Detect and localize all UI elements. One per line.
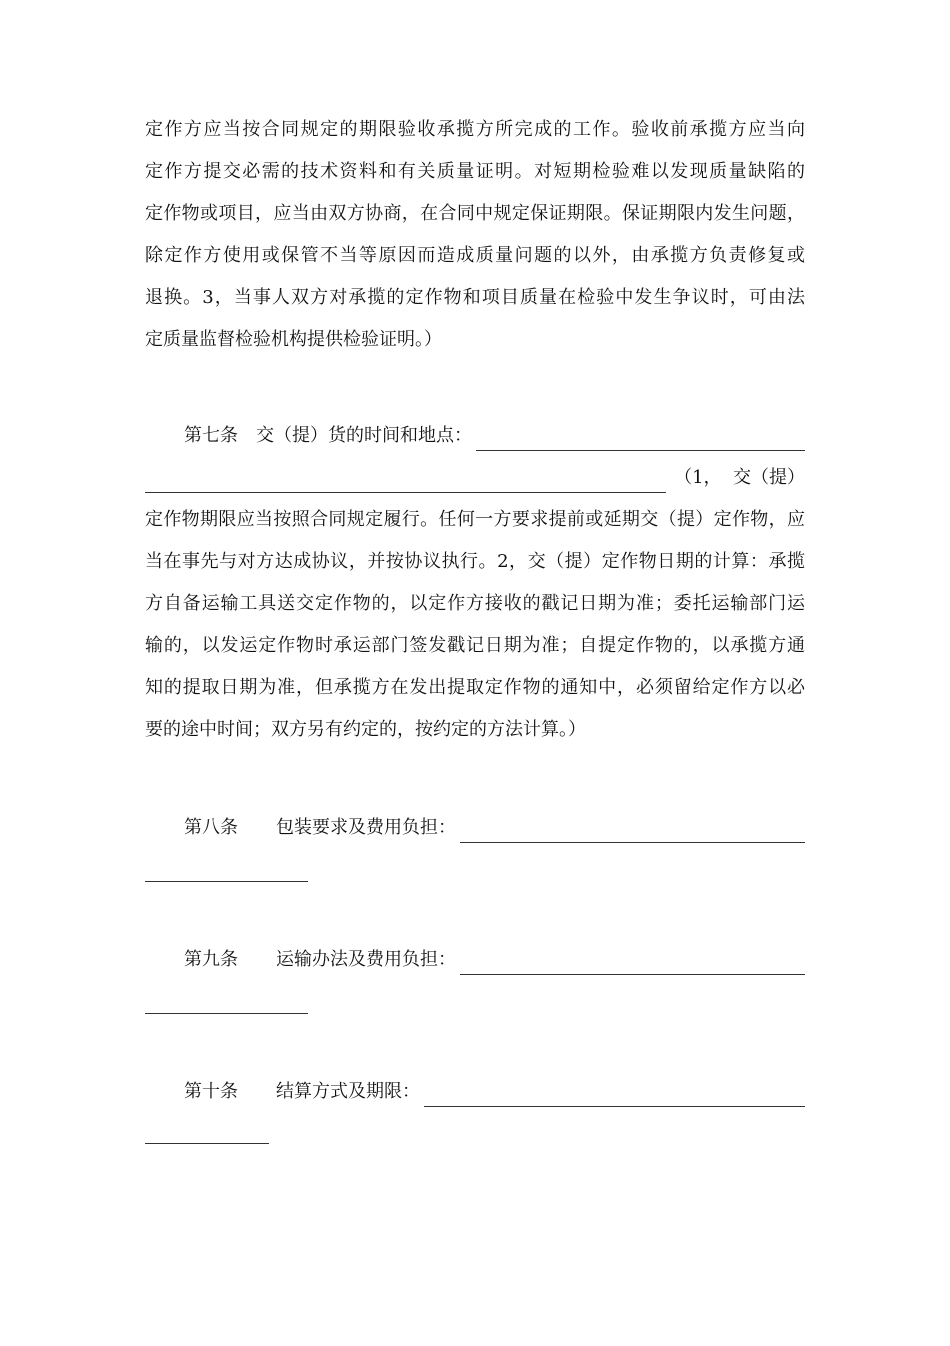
- paragraph-line: 定作方提交必需的技术资料和有关质量证明。对短期检验难以发现质量缺陷的: [145, 161, 805, 182]
- article-10-heading: [184, 1077, 805, 1107]
- article-10-title: 结算方式及期限：: [276, 1081, 420, 1102]
- article-10-number: 第十条: [184, 1081, 238, 1102]
- article-7-note-start: （1， 交（提）: [674, 467, 805, 488]
- article-8-title: 包装要求及费用负担：: [276, 817, 456, 838]
- article-9-number: 第九条: [184, 949, 238, 970]
- article-8-blank[interactable]: [460, 820, 805, 843]
- article-7-title: 交（提）货的时间和地点：: [256, 425, 472, 446]
- article-8-heading: [184, 813, 805, 843]
- article-8-number: 第八条: [184, 817, 238, 838]
- paragraph-line: 退换。3，当事人双方对承揽的定作物和项目质量在检验中发生争议时，可由法: [145, 287, 805, 308]
- paragraph-line: 定质量监督检验机构提供检验证明。）: [145, 329, 442, 350]
- article-7-number: 第七条: [184, 425, 238, 446]
- article-7-heading: [184, 421, 805, 451]
- article-7-blank-continued[interactable]: [145, 470, 666, 493]
- paragraph-line: 要的途中时间；双方另有约定的，按约定的方法计算。）: [145, 719, 586, 740]
- paragraph-line: 除定作方使用或保管不当等原因而造成质量问题的以外，由承揽方负责修复或: [145, 245, 805, 266]
- paragraph-line: 定作物或项目，应当由双方协商，在合同中规定保证期限。保证期限内发生问题，: [145, 203, 805, 224]
- article-8-blank-continued[interactable]: [145, 880, 308, 882]
- paragraph-line: 输的，以发运定作物时承运部门签发戳记日期为准；自提定作物的，以承揽方通: [145, 635, 805, 656]
- paragraph-line: 定作方应当按合同规定的期限验收承揽方所完成的工作。验收前承揽方应当向: [145, 119, 805, 140]
- article-7-blank-line: [145, 463, 805, 493]
- paragraph-line: 方自备运输工具送交定作物的，以定作方接收的戳记日期为准；委托运输部门运: [145, 593, 805, 614]
- article-9-blank-continued[interactable]: [145, 1012, 308, 1014]
- article-9-heading: [184, 945, 805, 975]
- paragraph-line: 知的提取日期为准，但承揽方在发出提取定作物的通知中，必须留给定作方以必: [145, 677, 805, 698]
- article-10-blank-continued[interactable]: [145, 1142, 269, 1144]
- article-7-blank[interactable]: [476, 428, 805, 451]
- article-9-blank[interactable]: [460, 952, 805, 975]
- article-9-title: 运输办法及费用负担：: [276, 949, 456, 970]
- paragraph-line: 定作物期限应当按照合同规定履行。任何一方要求提前或延期交（提）定作物，应: [145, 509, 805, 530]
- article-10-blank[interactable]: [424, 1084, 805, 1107]
- paragraph-line: 当在事先与对方达成协议，并按协议执行。2，交（提）定作物日期的计算：承揽: [145, 551, 805, 572]
